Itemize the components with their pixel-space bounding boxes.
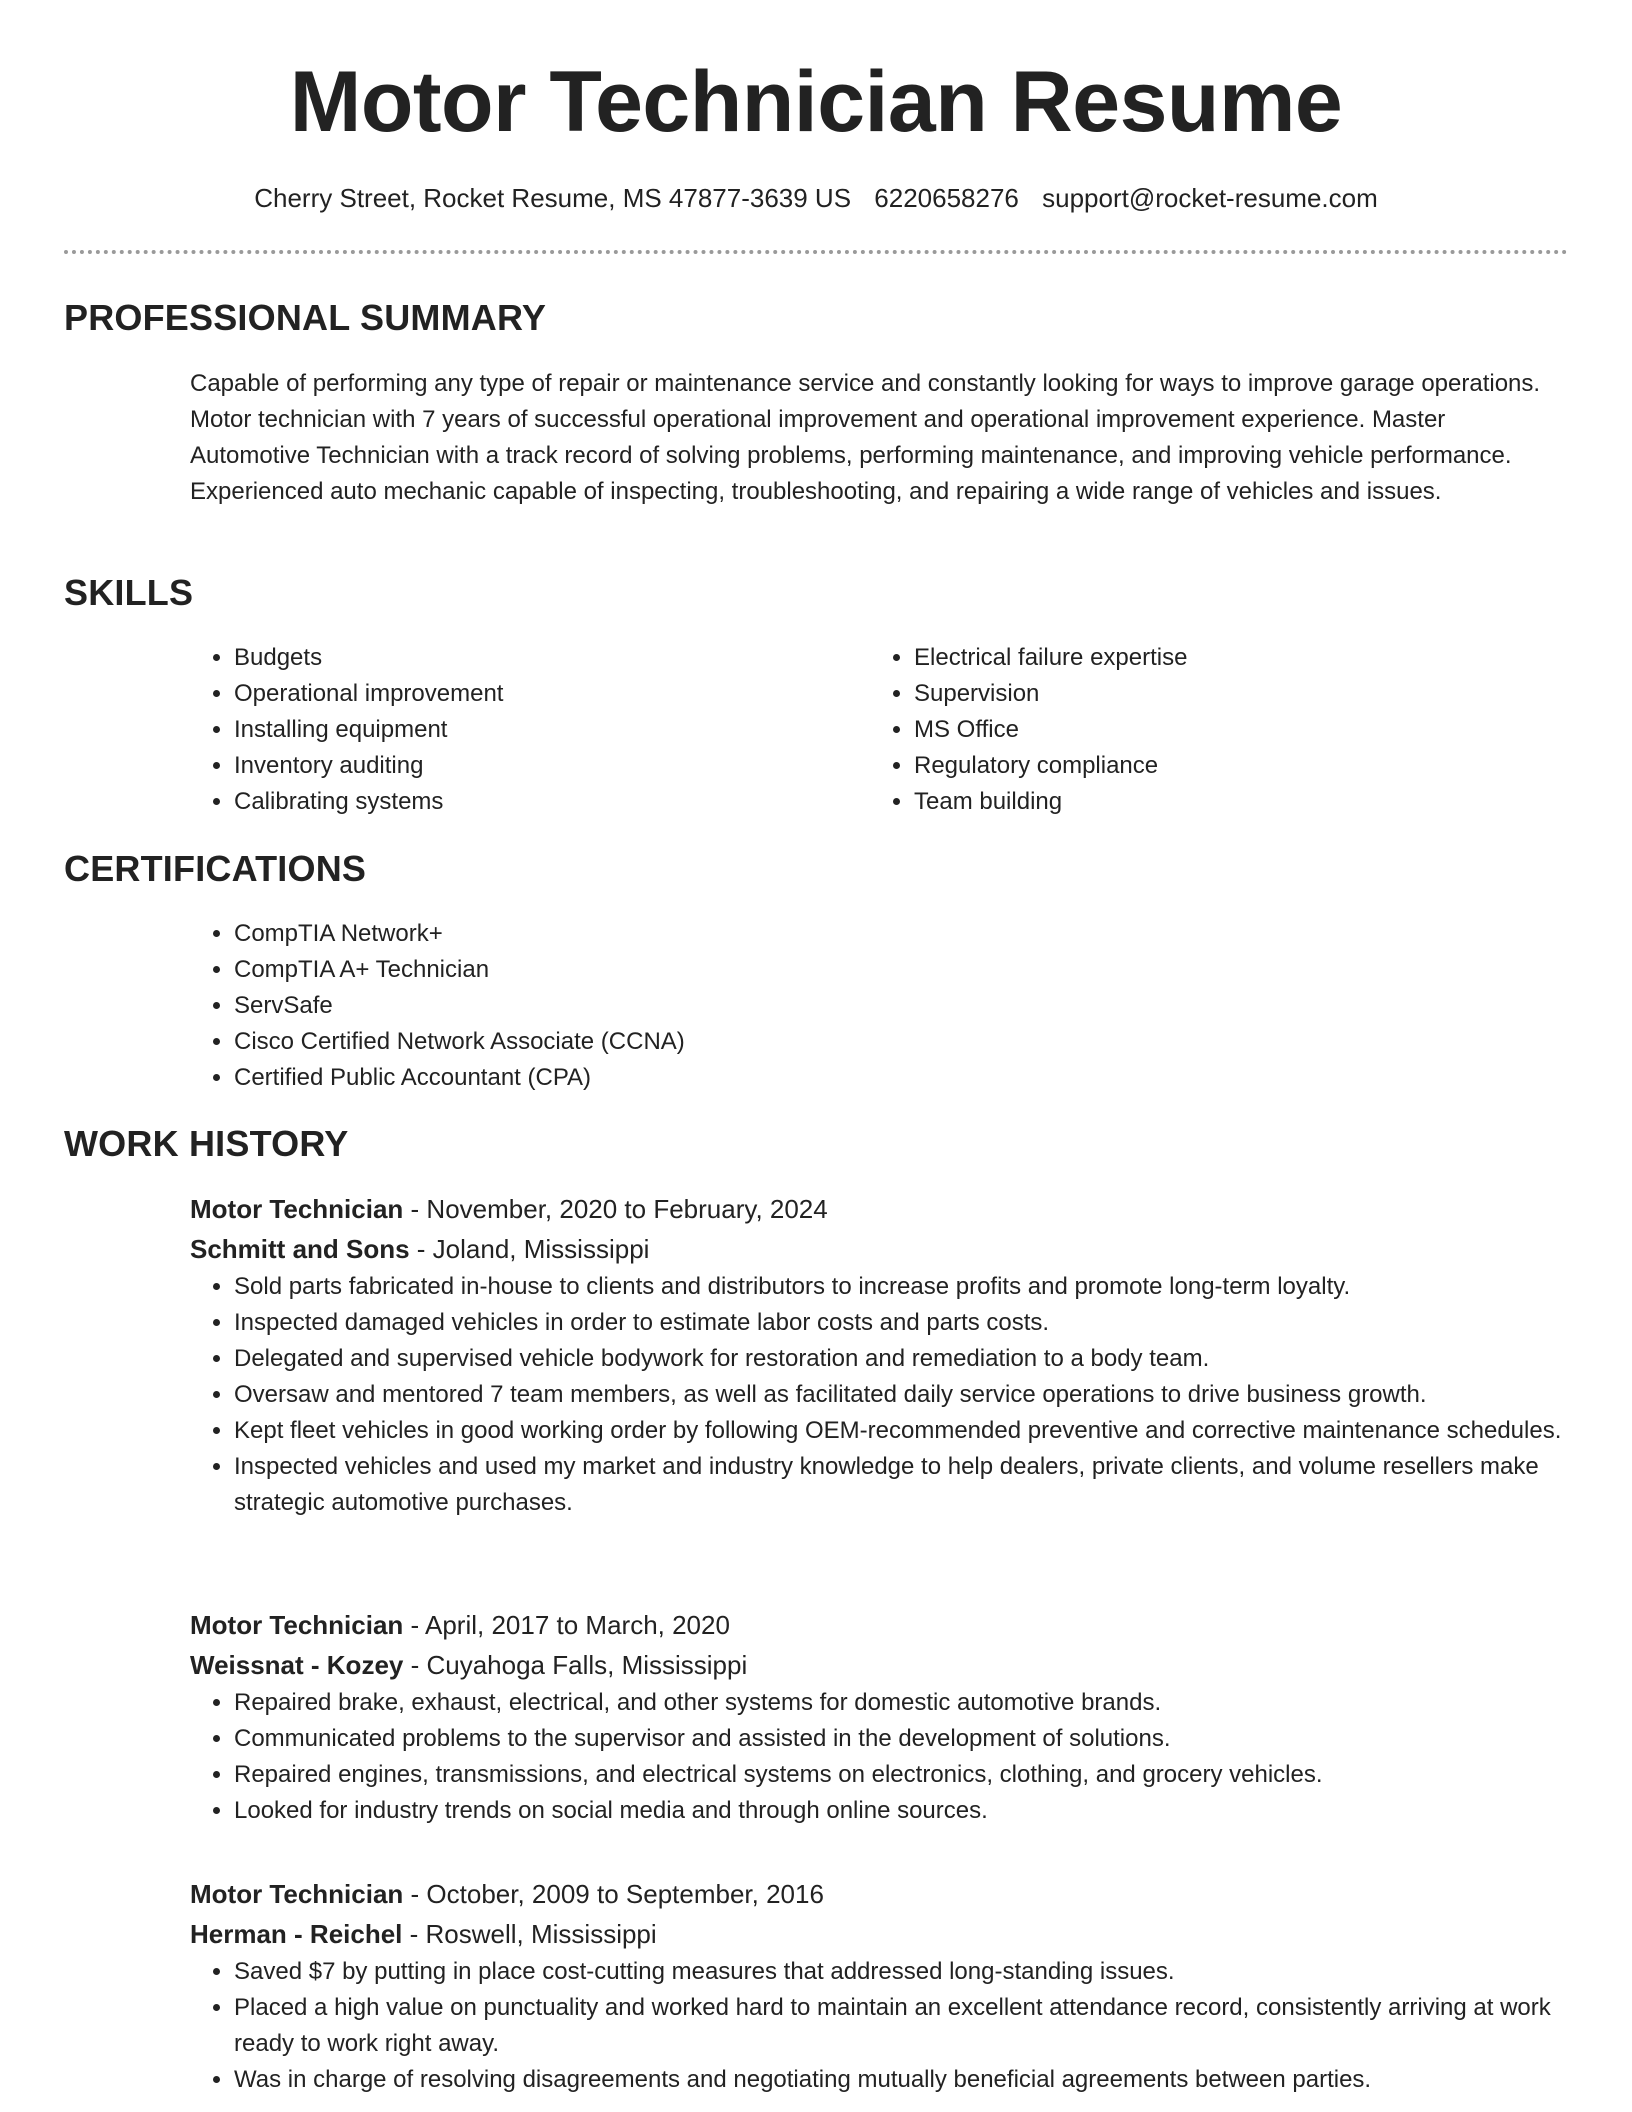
- certification-item: • Cisco Certified Network Associate (CCNA): [234, 1024, 1570, 1060]
- skill-item: • Budgets: [234, 640, 850, 676]
- skill-item: • Calibrating systems: [234, 784, 850, 820]
- job-title-line: [190, 1605, 1570, 1645]
- skills-column-right: [870, 640, 1530, 820]
- job-location: - Joland, Mississippi: [409, 1234, 650, 1264]
- job-bullets: [190, 1269, 1570, 1521]
- certification-item: • Certified Public Accountant (CPA): [234, 1060, 1570, 1096]
- skill-item: • MS Office: [914, 712, 1530, 748]
- resume-title: Motor Technician Resume: [289, 54, 1343, 150]
- job-bullet: • Looked for industry trends on social media and through online sources.: [234, 1793, 1570, 1829]
- skill-item: • Operational improvement: [234, 676, 850, 712]
- job-bullets: [190, 1954, 1570, 2098]
- skill-item: • Team building: [914, 784, 1530, 820]
- certification-item: • CompTIA Network+: [234, 916, 1570, 952]
- job-company-line: [190, 1914, 1570, 1954]
- job-entry: [190, 1874, 1570, 2098]
- job-bullets: [190, 1685, 1570, 1829]
- job-bullet: • Communicated problems to the supervisor and assisted in the development of solutions.: [234, 1721, 1570, 1757]
- job-bullet: • Delegated and supervised vehicle bodywork for restoration and remediation to a body team.: [234, 1341, 1570, 1377]
- job-dates: - November, 2020 to February, 2024: [403, 1194, 828, 1224]
- job-bullet: • Repaired brake, exhaust, electrical, and other systems for domestic automotive brands.: [234, 1685, 1570, 1721]
- job-bullet: • Repaired engines, transmissions, and electrical systems on electronics, clothing, and grocery vehicles.: [234, 1757, 1570, 1793]
- job-bullet: • Inspected damaged vehicles in order to estimate labor costs and parts costs.: [234, 1305, 1570, 1341]
- job-bullet: • Sold parts fabricated in-house to clients and distributors to increase profits and promote long-term loyalty.: [234, 1269, 1570, 1305]
- job-company-line: [190, 1229, 1570, 1269]
- work-history-heading: WORK HISTORY: [64, 1123, 349, 1164]
- job-bullet: • Saved $7 by putting in place cost-cutting measures that addressed long-standing issues.: [234, 1954, 1570, 1990]
- job-location: - Cuyahoga Falls, Mississippi: [403, 1650, 748, 1680]
- skill-item: • Installing equipment: [234, 712, 850, 748]
- job-title: Motor Technician: [190, 1194, 404, 1224]
- summary-heading: PROFESSIONAL SUMMARY: [64, 297, 547, 338]
- summary-text: Capable of performing any type of repair or maintenance service and constantly looking for ways to improve garage operations. Motor technician with 7 years of successful operational improvement and operational improvement experience. Master Automotive Technician with a track record of solving problems, performing maintenance, and improving vehicle performance. Experienced auto mechanic capable of inspecting, troubleshooting, and repairing a wide range of vehicles and issues.: [190, 370, 1541, 505]
- job-company-line: [190, 1645, 1570, 1685]
- job-company: Herman - Reichel: [190, 1919, 403, 1949]
- skill-item: • Electrical failure expertise: [914, 640, 1530, 676]
- summary-section: [190, 366, 1570, 510]
- skills-heading: SKILLS: [64, 572, 194, 613]
- job-company: Weissnat - Kozey: [190, 1650, 404, 1680]
- skill-item: • Inventory auditing: [234, 748, 850, 784]
- job-title-line: [190, 1874, 1570, 1914]
- job-bullet: • Was in charge of resolving disagreements and negotiating mutually beneficial agreements between parties.: [234, 2062, 1570, 2098]
- job-dates: - April, 2017 to March, 2020: [403, 1610, 730, 1640]
- skill-item: • Regulatory compliance: [914, 748, 1530, 784]
- certifications-section: [190, 916, 1570, 1096]
- contact-phone: 6220658276: [874, 183, 1019, 213]
- job-bullet: • Placed a high value on punctuality and worked hard to maintain an excellent attendance record, consistently arriving at work ready to work right away.: [234, 1990, 1570, 2062]
- job-title: Motor Technician: [190, 1879, 404, 1909]
- job-entry: [190, 1605, 1570, 1829]
- job-title-line: [190, 1189, 1570, 1229]
- job-bullet: • Inspected vehicles and used my market and industry knowledge to help dealers, private clients, and volume resellers make strategic automotive purchases.: [234, 1449, 1570, 1521]
- job-company: Schmitt and Sons: [190, 1234, 410, 1264]
- job-entry: [190, 1189, 1570, 1521]
- job-dates: - October, 2009 to September, 2016: [403, 1879, 824, 1909]
- certification-item: • CompTIA A+ Technician: [234, 952, 1570, 988]
- contact-address: Cherry Street, Rocket Resume, MS 47877-3639 US: [254, 183, 852, 213]
- contact-info: [64, 180, 1568, 216]
- job-location: - Roswell, Mississippi: [402, 1919, 657, 1949]
- job-bullet: • Oversaw and mentored 7 team members, as well as facilitated daily service operations to drive business growth.: [234, 1377, 1570, 1413]
- contact-email: support@rocket-resume.com: [1042, 183, 1378, 213]
- job-bullet: • Kept fleet vehicles in good working order by following OEM-recommended preventive and corrective maintenance schedules.: [234, 1413, 1570, 1449]
- certification-item: • ServSafe: [234, 988, 1570, 1024]
- skill-item: • Supervision: [914, 676, 1530, 712]
- skills-column-left: [190, 640, 850, 820]
- certifications-heading: CERTIFICATIONS: [64, 848, 367, 889]
- header-divider: [64, 250, 1568, 254]
- job-title: Motor Technician: [190, 1610, 404, 1640]
